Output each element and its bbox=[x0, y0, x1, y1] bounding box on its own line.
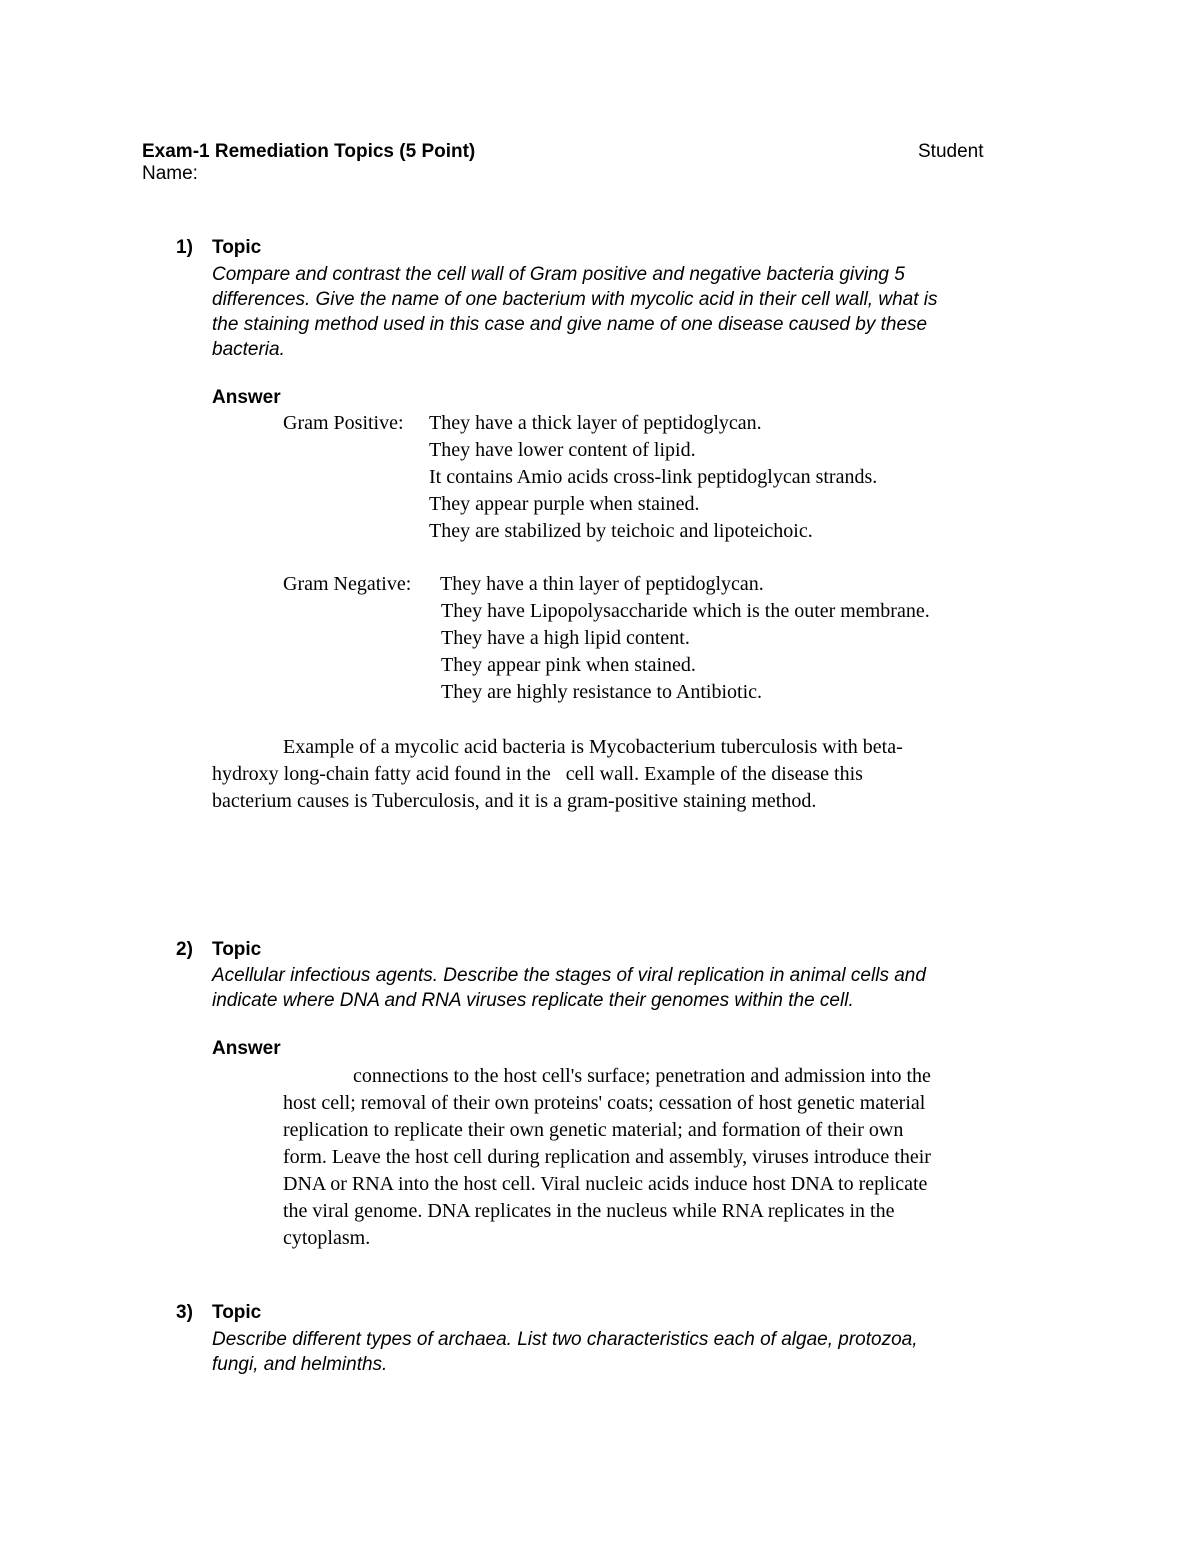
topic-2-label: Topic bbox=[212, 939, 262, 960]
question-line: indicate where DNA and RNA viruses replicate their genomes within the cell. bbox=[212, 990, 854, 1011]
answer-line: host cell; removal of their own proteins' coats; cessation of host genetic material bbox=[283, 1092, 926, 1114]
gram-positive-point: It contains Amio acids cross-link peptidoglycan strands. bbox=[429, 466, 878, 488]
student-label: Student bbox=[918, 141, 984, 162]
gram-negative-point: They have Lipopolysaccharide which is the outer membrane. bbox=[441, 600, 930, 622]
example-line: hydroxy long-chain fatty acid found in the cell wall. Example of the disease this bbox=[212, 763, 863, 785]
answer-line: DNA or RNA into the host cell. Viral nucleic acids induce host DNA to replicate bbox=[283, 1173, 928, 1195]
question-line: fungi, and helminths. bbox=[212, 1354, 388, 1375]
topic-1-question bbox=[212, 262, 1062, 362]
question-line: differences. Give the name of one bacterium with mycolic acid in their cell wall, what is bbox=[212, 289, 938, 310]
answer-line: connections to the host cell's surface; penetration and admission into the bbox=[353, 1065, 931, 1087]
gram-negative-point: They are highly resistance to Antibiotic. bbox=[441, 681, 763, 703]
gram-negative-point: They have a thin layer of peptidoglycan. bbox=[440, 573, 764, 595]
question-line: Describe different types of archaea. List two characteristics each of algae, protozoa, bbox=[212, 1329, 918, 1350]
name-label: Name: bbox=[142, 163, 198, 184]
answer-line: cytoplasm. bbox=[283, 1227, 371, 1249]
answer-line: the viral genome. DNA replicates in the nucleus while RNA replicates in the bbox=[283, 1200, 895, 1222]
example-line: bacterium causes is Tuberculosis, and it is a gram-positive staining method. bbox=[212, 790, 817, 812]
gram-positive-label: Gram Positive: bbox=[283, 412, 404, 434]
answer-line: form. Leave the host cell during replication and assembly, viruses introduce their bbox=[283, 1146, 931, 1168]
gram-positive-point: They appear purple when stained. bbox=[429, 493, 700, 515]
topic-2-number: 2) bbox=[176, 939, 193, 960]
topic-3-question bbox=[212, 1327, 1062, 1377]
question-line: the staining method used in this case and give name of one disease caused by these bbox=[212, 314, 928, 335]
topic-1-label: Topic bbox=[212, 237, 262, 258]
answer-line: replication to replicate their own genetic material; and formation of their own bbox=[283, 1119, 904, 1141]
gram-negative-point: They appear pink when stained. bbox=[441, 654, 696, 676]
topic-1-answer-label: Answer bbox=[212, 387, 281, 408]
question-line: Acellular infectious agents. Describe the stages of viral replication in animal cells and bbox=[212, 965, 926, 986]
gram-positive-point: They have lower content of lipid. bbox=[429, 439, 696, 461]
topic-3-label: Topic bbox=[212, 1302, 262, 1323]
topic-2-question bbox=[212, 963, 1062, 1013]
topic-2-answer-label: Answer bbox=[212, 1038, 281, 1059]
topic-3-number: 3) bbox=[176, 1302, 193, 1323]
gram-negative-point: They have a high lipid content. bbox=[441, 627, 690, 649]
topic-1-number: 1) bbox=[176, 237, 193, 258]
question-line: Compare and contrast the cell wall of Gram positive and negative bacteria giving 5 bbox=[212, 264, 905, 285]
example-line: Example of a mycolic acid bacteria is Mycobacterium tuberculosis with beta- bbox=[283, 736, 903, 758]
gram-positive-point: They have a thick layer of peptidoglycan. bbox=[429, 412, 762, 434]
document-title: Exam-1 Remediation Topics (5 Point) bbox=[142, 141, 476, 162]
gram-negative-label: Gram Negative: bbox=[283, 573, 412, 595]
gram-positive-point: They are stabilized by teichoic and lipoteichoic. bbox=[429, 520, 813, 542]
question-line: bacteria. bbox=[212, 339, 285, 360]
